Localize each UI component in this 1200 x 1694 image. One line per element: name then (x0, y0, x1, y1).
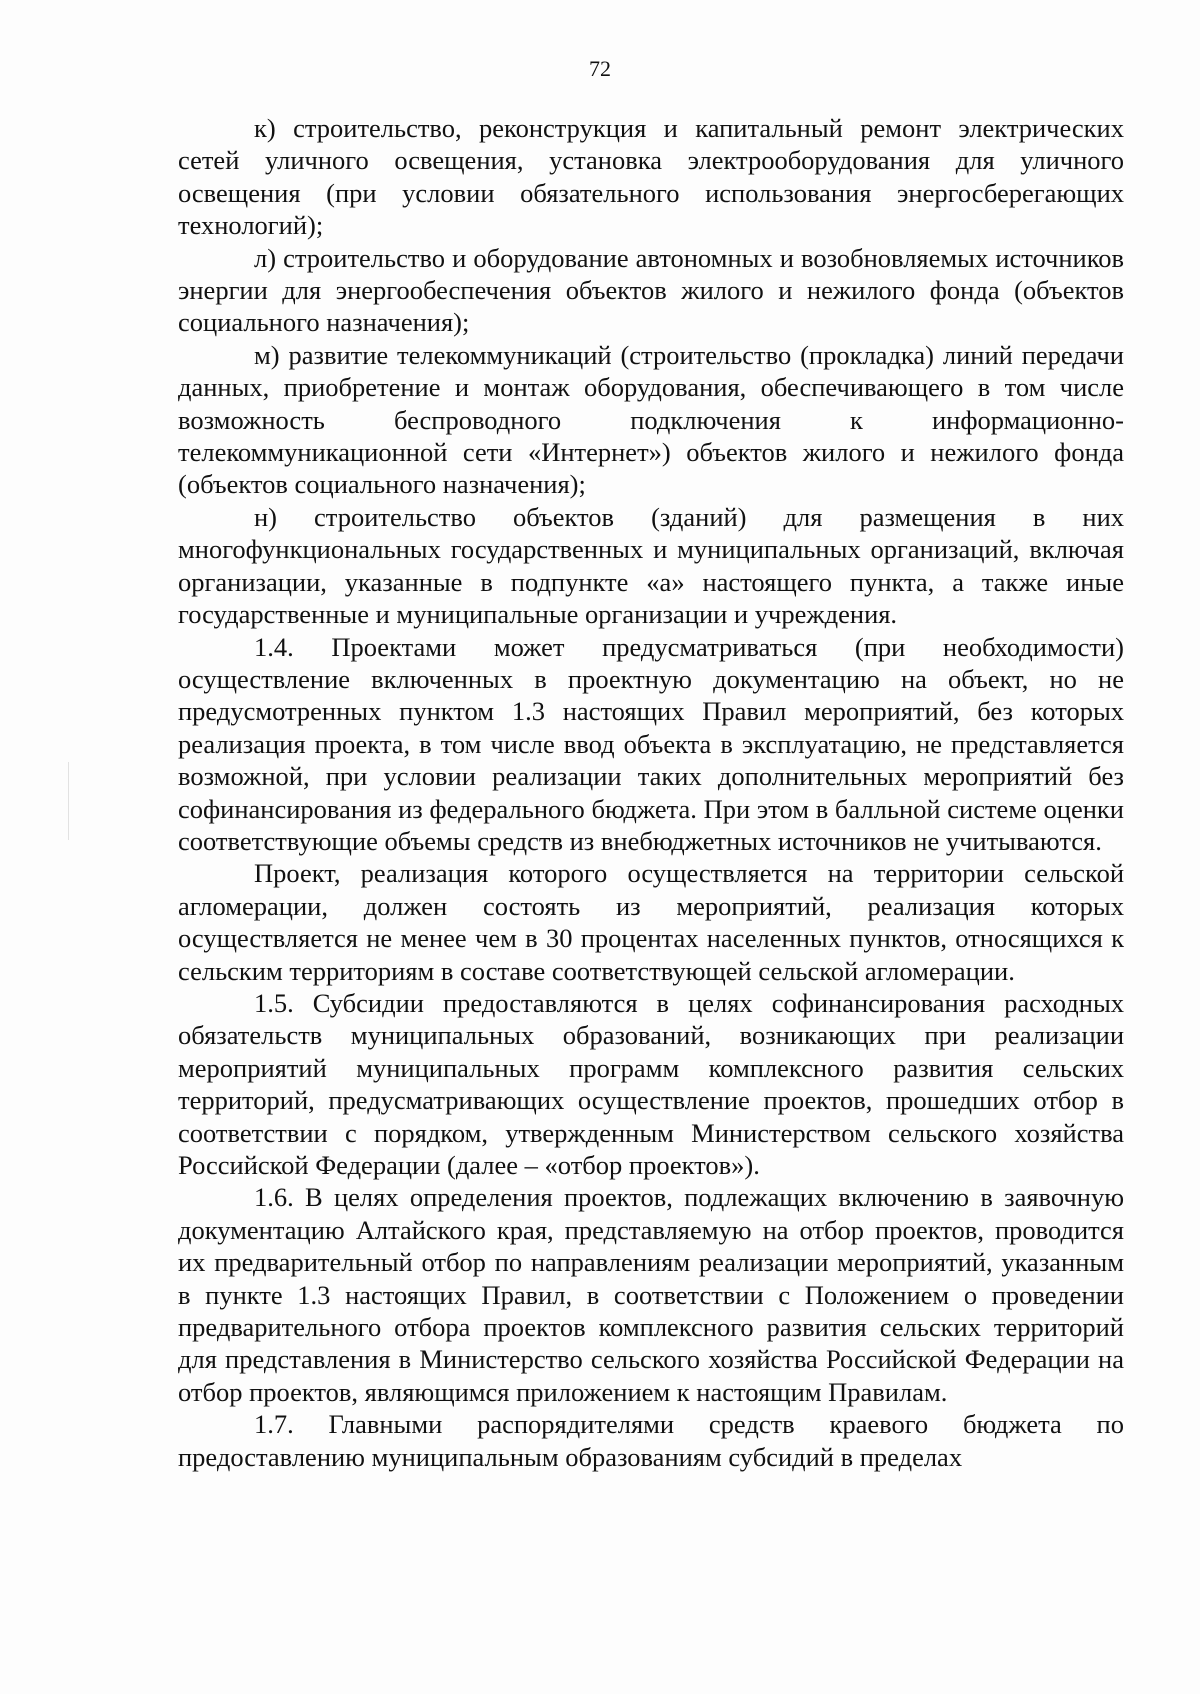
document-body (178, 112, 1124, 1473)
paragraph-item-k: к) строительство, реконструкция и капитальный ремонт электрических сетей уличного освещения, установка электрооборудования для уличного освещения (при условии обязательного использования энергосберегающих технологий); (178, 113, 1124, 241)
paragraph-item-m: м) развитие телекоммуникаций (строительство (прокладка) линий передачи данных, приобретение и монтаж оборудования, обеспечивающего в том числе возможность беспроводного подключения к информационно-телекоммуникационной сети «Интернет») объектов жилого и нежилого фонда (объектов социального назначения); (178, 339, 1124, 500)
paragraph-item-n: н) строительство объектов (зданий) для размещения в них многофункциональных государственных и муниципальных организаций, включая организации, указанные в подпункте «а» настоящего пункта, а также иные государственные и муниципальные организации и учреждения. (178, 501, 1124, 630)
page-number: 72 (589, 56, 611, 81)
paragraph-clause-1-4: 1.4. Проектами может предусматриваться (при необходимости) осуществление включенных в проектную документацию на объект, но не предусмотренных пунктом 1.3 настоящих Правил мероприятий, без которых реализация проекта, в том числе ввод объекта в эксплуатацию, не представляется возможной, при условии реализации таких дополнительных мероприятий без софинансирования из федерального бюджета. При этом в балльной системе оценки соответствующие объемы средств из внебюджетных источников не учитываются. (178, 631, 1124, 856)
paragraph-clause-1-7: 1.7. Главными распорядителями средств краевого бюджета по предоставлению муниципальным образованиям субсидий в пределах (178, 1409, 1124, 1472)
scan-artifact (68, 762, 69, 840)
paragraph-item-l: л) строительство и оборудование автономных и возобновляемых источников энергии для энергообеспечения объектов жилого и нежилого фонда (объектов социального назначения); (178, 242, 1124, 338)
paragraph-agglomeration-project: Проект, реализация которого осуществляется на территории сельской агломерации, должен состоять из мероприятий, реализация которых осуществляется не менее чем в 30 процентах населенных пунктов, относящихся к сельским территориям в составе соответствующей сельской агломерации. (178, 858, 1124, 986)
paragraph-clause-1-6: 1.6. В целях определения проектов, подлежащих включению в заявочную документацию Алтайского края, представляемую на отбор проектов, проводится их предварительный отбор по направлениям реализации мероприятий, указанным в пункте 1.3 настоящих Правил, в соответствии с Положением о проведении предварительного отбора проектов комплексного развития сельских территорий для представления в Министерство сельского хозяйства Российской Федерации на отбор проектов, являющимся приложением к настоящим Правилам. (178, 1182, 1124, 1407)
paragraph-clause-1-5: 1.5. Субсидии предоставляются в целях софинансирования расходных обязательств муниципальных образований, возникающих при реализации мероприятий муниципальных программ комплексного развития сельских территорий, предусматривающих осуществление проектов, прошедших отбор в соответствии с порядком, утвержденным Министерством сельского хозяйства Российской Федерации (далее – «отбор проектов»). (178, 987, 1124, 1180)
